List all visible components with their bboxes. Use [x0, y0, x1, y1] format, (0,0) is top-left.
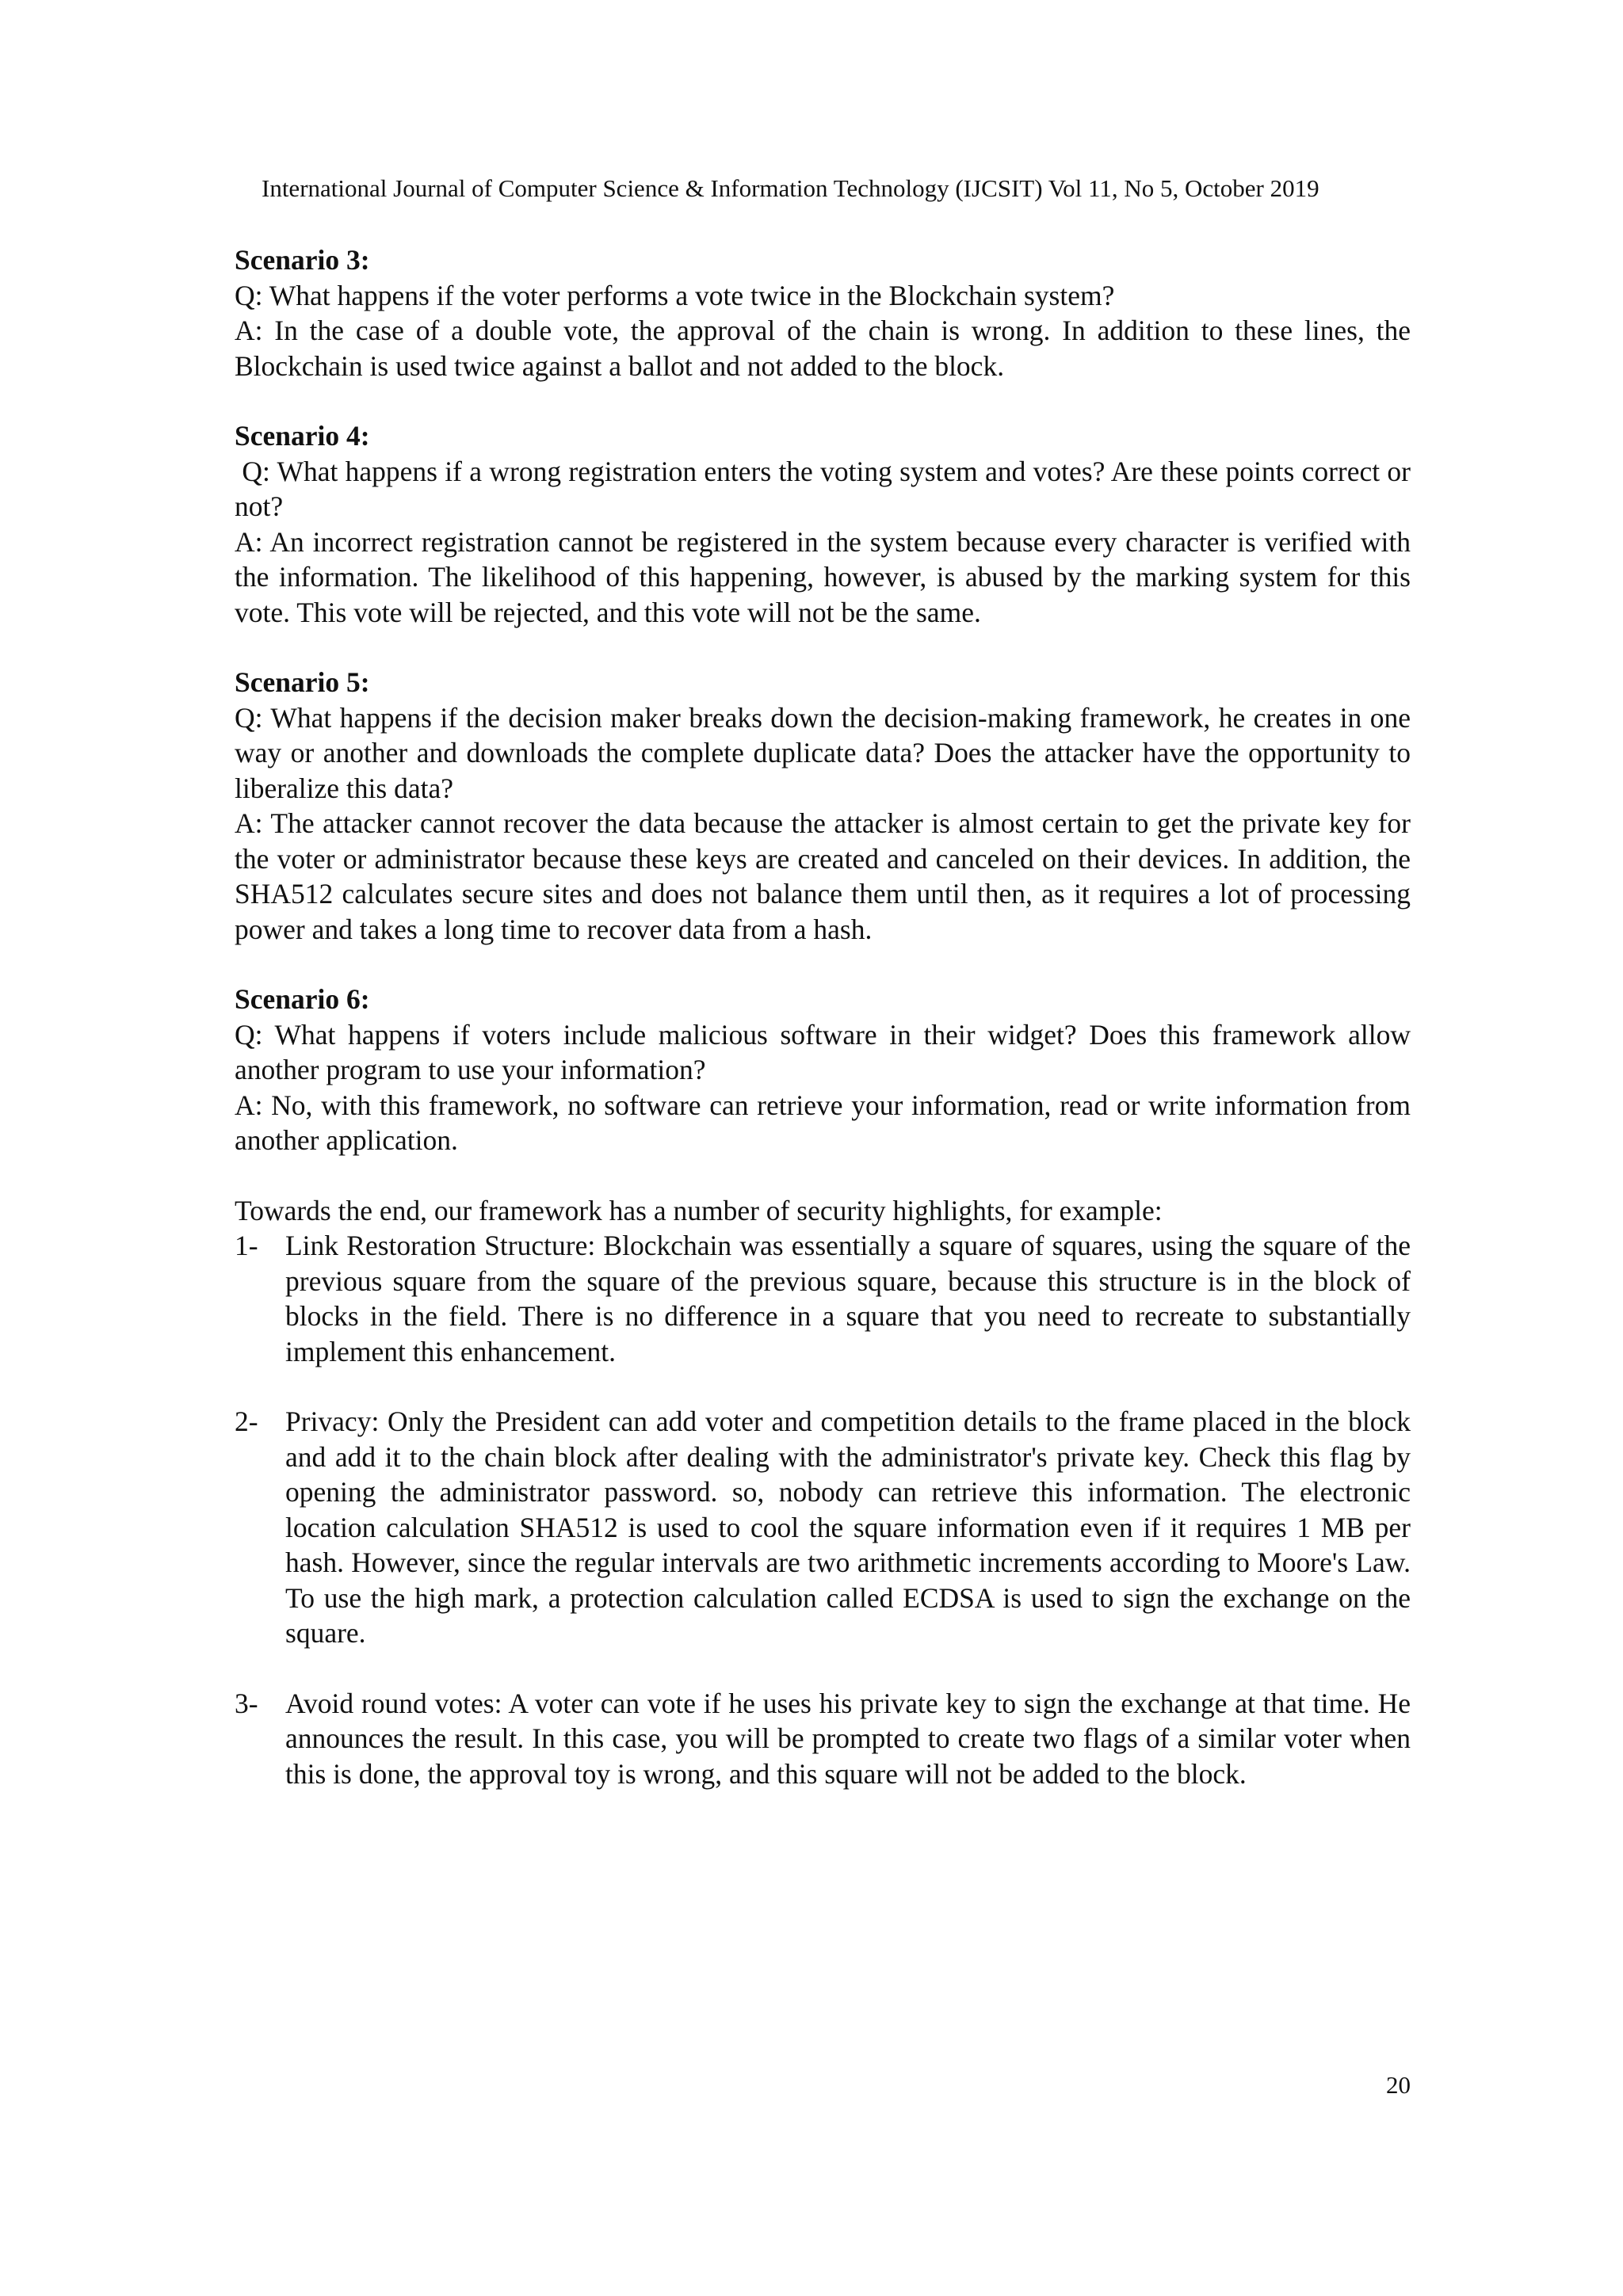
list-item-text: Avoid round votes: A voter can vote if he uses his private key to sign the exchange at that time. He announces the result. In this case, you will be prompted to create two flags of a similar voter when this is done, the approval toy is wrong, and this square will not be added to the block.: [285, 1687, 1411, 1790]
list-number: 2-: [235, 1405, 258, 1437]
scenario-5: [235, 665, 1411, 947]
answer-text: A: An incorrect registration cannot be registered in the system because every character is verified with the information. The likelihood of this happening, however, is abused by the marking system for this vote. This vote will be rejected, and this vote will not be the same.: [235, 525, 1411, 628]
security-highlights-list: [235, 1228, 1411, 1791]
list-item: [235, 1228, 1411, 1369]
scenario-heading: Scenario 3:: [235, 244, 370, 276]
scenario-heading: Scenario 5:: [235, 666, 370, 698]
list-number: 3-: [235, 1687, 258, 1719]
question-answer: [235, 700, 1411, 948]
highlights-intro: Towards the end, our framework has a number of security highlights, for example:: [235, 1194, 1163, 1226]
question-answer: [235, 454, 1418, 631]
answer-text: A: The attacker cannot recover the data because the attacker is almost certain to get the private key for the voter or administrator because these keys are created and canceled on their devices. In addition, the SHA512 calculates secure sites and does not balance them until then, as it requires a lot of processing power and takes a long time to recover data from a hash.: [235, 807, 1411, 945]
list-item-text: Privacy: Only the President can add voter and competition details to the frame placed in the block and add it to the chain block after dealing with the administrator's private key. Check this flag by opening the administrator password. so, nobody can retrieve this information. The electronic location calculation SHA512 is used to cool the square information even if it requires 1 MB per hash. However, since the regular intervals are two arithmetic increments according to Moore's Law. To use the high mark, a protection calculation called ECDSA is used to sign the exchange on the square.: [285, 1405, 1411, 1649]
page-body: [235, 242, 1418, 1826]
question-text: Q: What happens if voters include malicious software in their widget? Does this framework allow another program to use your information?: [235, 1018, 1411, 1085]
question-text: Q: What happens if the voter performs a vote twice in the Blockchain system?: [235, 279, 1115, 311]
scenario-heading: Scenario 4:: [235, 420, 370, 452]
question-text: Q: What happens if a wrong registration enters the voting system and votes? Are these points correct or not?: [235, 455, 1418, 522]
scenario-4: [235, 418, 1418, 630]
running-header: International Journal of Computer Science & Information Technology (IJCSIT) Vol 11, No 5, October 2019: [262, 174, 1319, 202]
list-item: [235, 1686, 1411, 1792]
question-answer: [235, 278, 1411, 384]
list-number: 1-: [235, 1230, 258, 1261]
question-answer: [235, 1017, 1411, 1158]
answer-text: A: In the case of a double vote, the approval of the chain is wrong. In addition to these lines, the Blockchain is used twice against a ballot and not added to the block.: [235, 315, 1411, 382]
page-number: 20: [1386, 2071, 1411, 2099]
answer-text: A: No, with this framework, no software can retrieve your information, read or write information from another application.: [235, 1089, 1411, 1156]
scenario-6: [235, 982, 1411, 1158]
list-item-text: Link Restoration Structure: Blockchain was essentially a square of squares, using the square of the previous square from the square of the previous square, because this structure is in the block of blocks in the field. There is no difference in a square that you need to recreate to substantially implement this enhancement.: [285, 1230, 1411, 1367]
list-item: [235, 1404, 1411, 1651]
scenario-heading: Scenario 6:: [235, 983, 370, 1015]
question-text: Q: What happens if the decision maker breaks down the decision-making framework, he creates in one way or another and downloads the complete duplicate data? Does the attacker have the opportunity to liberalize this data?: [235, 701, 1411, 804]
scenario-3: [235, 242, 1411, 383]
